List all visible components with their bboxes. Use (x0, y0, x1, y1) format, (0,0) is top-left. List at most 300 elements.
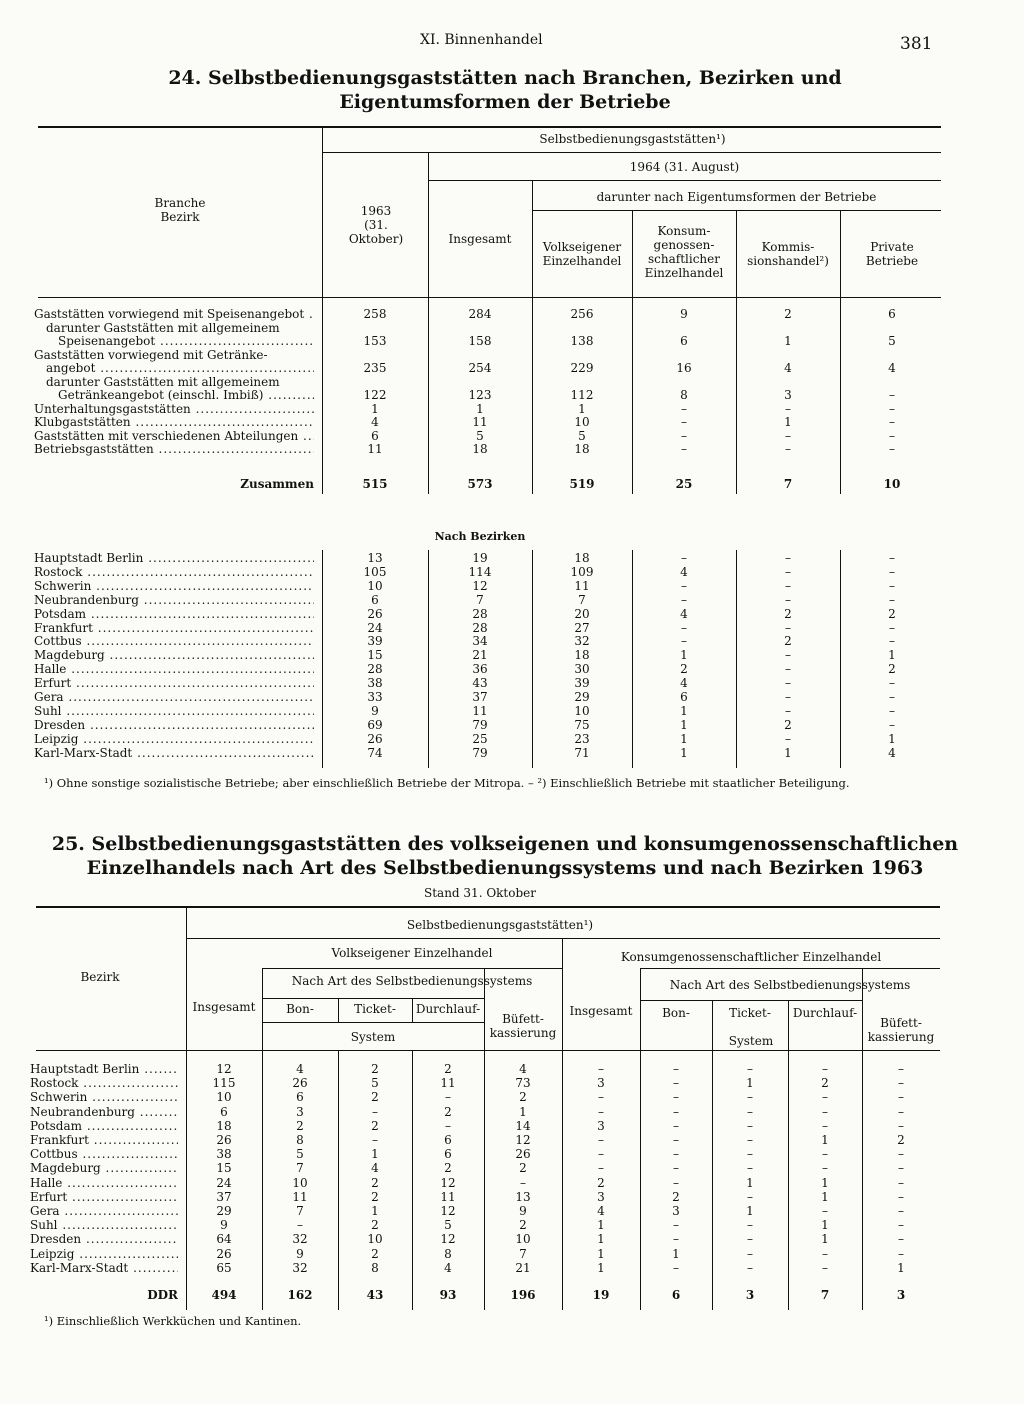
t24-head-volkseigener: Volkseigener Einzelhandel (542, 240, 622, 268)
table-cell: 9 (680, 307, 688, 321)
table-cell: – (889, 388, 895, 402)
row-label: Dresden ..... (34, 719, 314, 733)
table-cell: 7 (296, 1161, 304, 1176)
table-row (34, 677, 942, 691)
table-cell: – (889, 717, 895, 732)
table-cell: 1 (597, 1232, 605, 1247)
row-label: Hauptstadt Berlin ..... (34, 552, 314, 566)
table-cell: 34 (472, 634, 488, 649)
table-cell: 1 (680, 648, 688, 663)
total-cell: 25 (675, 477, 693, 491)
table-cell: 65 (216, 1260, 232, 1275)
table-cell: 18 (472, 442, 488, 456)
table-cell: – (372, 1133, 378, 1147)
table-cell: – (445, 1090, 451, 1105)
table-cell: – (785, 731, 791, 746)
table-cell: 3 (597, 1076, 605, 1091)
table-row (30, 1190, 942, 1204)
table-cell: – (889, 676, 895, 691)
total-cell: 573 (467, 477, 493, 491)
row-label: Magdeburg ..... (30, 1161, 178, 1175)
t25-rule-v-bon (262, 998, 484, 999)
table-cell: – (520, 1175, 526, 1190)
t25-head-k-durchlauf: Durchlauf- (792, 1006, 858, 1020)
t24-head-private: Private Betriebe (865, 240, 919, 268)
table-cell: 5 (578, 428, 586, 443)
table-cell: 2 (519, 1161, 527, 1176)
table-cell: 235 (363, 361, 387, 375)
t24-head-insgesamt: Insgesamt (448, 232, 512, 246)
t25-rule-v-nachart (262, 968, 562, 969)
table-cell: 10 (515, 1232, 531, 1247)
t24-nach-bezirken: Nach Bezirken (434, 530, 526, 543)
table-cell: 74 (367, 745, 383, 760)
t24-head-kommiss: Kommis- sionshandel²) (747, 240, 829, 268)
total-label: Zusammen (240, 477, 314, 491)
row-label: Gera ..... (34, 691, 314, 705)
table-cell: 4 (680, 676, 688, 691)
table-cell: – (598, 1147, 604, 1162)
table-cell: 123 (468, 388, 492, 402)
table-cell: 1 (746, 1204, 754, 1218)
table-cell: – (747, 1260, 753, 1275)
table-cell: 4 (371, 415, 379, 429)
table-cell: – (889, 620, 895, 635)
table-cell: 18 (574, 648, 590, 663)
table-row (30, 1218, 942, 1232)
table-cell: 9 (371, 703, 379, 718)
table-cell: 36 (472, 662, 488, 677)
table-row (34, 705, 942, 719)
table-cell: 3 (597, 1189, 605, 1204)
row-label: Rostock ..... (30, 1076, 178, 1090)
table-cell: 79 (472, 745, 488, 760)
row-label: Potsdam ..... (34, 608, 314, 622)
table-cell: 2 (371, 1118, 379, 1133)
table-cell: – (673, 1260, 679, 1275)
row-label: Gaststätten vorwiegend mit Getränke- (34, 348, 268, 362)
row-label: Schwerin ..... (34, 580, 314, 594)
total-cell: 93 (439, 1288, 457, 1302)
table-cell: 21 (515, 1260, 531, 1275)
table-cell: – (785, 703, 791, 718)
table-row (34, 566, 942, 580)
table-cell: 1 (821, 1218, 829, 1233)
table-cell: – (681, 551, 687, 565)
row-label: Neubrandenburg ..... (30, 1105, 178, 1119)
t25-rule-group (186, 938, 940, 939)
table-cell: 9 (220, 1218, 228, 1233)
table-cell: – (898, 1090, 904, 1105)
row-label: Suhl ..... (30, 1218, 178, 1232)
table-cell: – (898, 1204, 904, 1218)
table-cell: 29 (216, 1204, 232, 1218)
table-cell: 10 (574, 415, 590, 429)
total-cell: 43 (366, 1288, 384, 1302)
table-cell: 37 (216, 1189, 232, 1204)
table-cell: – (747, 1161, 753, 1176)
row-label: Cottbus ..... (34, 635, 314, 649)
table-cell: 105 (363, 564, 387, 579)
table-cell: 28 (367, 662, 383, 677)
row-label: Erfurt ..... (30, 1190, 178, 1204)
table-cell: 26 (216, 1246, 232, 1261)
total-label: DDR (147, 1288, 178, 1302)
table-cell: 2 (371, 1246, 379, 1261)
table-cell: 4 (888, 361, 896, 375)
table-cell: – (673, 1090, 679, 1105)
total-cell: 162 (287, 1288, 313, 1302)
table-row (30, 1090, 942, 1104)
table-cell: 109 (570, 564, 594, 579)
table-cell: 4 (519, 1062, 527, 1076)
table-row (34, 733, 942, 747)
table-row (34, 691, 942, 705)
table-cell: 3 (784, 388, 792, 402)
t25-body (30, 1062, 942, 1275)
t25-head-stub: Bezirk (80, 970, 120, 984)
t25-rule-v-system (262, 1022, 484, 1023)
table-cell: 24 (367, 620, 383, 635)
table-row (34, 608, 942, 622)
row-label: Schwerin ..... (30, 1090, 178, 1104)
table-row (30, 1147, 942, 1161)
table-cell: – (598, 1161, 604, 1176)
table-cell: 6 (444, 1133, 452, 1147)
table-cell: – (747, 1218, 753, 1233)
table-cell: – (822, 1062, 828, 1076)
total-cell: 7 (783, 477, 793, 491)
table-cell: – (673, 1104, 679, 1119)
table-cell: 2 (296, 1118, 304, 1133)
table-cell: 1 (680, 717, 688, 732)
table-cell: 153 (363, 334, 387, 348)
table-row (34, 389, 942, 403)
table-cell: 5 (476, 428, 484, 443)
table-cell: 2 (672, 1189, 680, 1204)
table-cell: – (785, 690, 791, 704)
t24-branchen-body (34, 308, 942, 457)
table-cell: – (681, 592, 687, 607)
table-cell: 4 (680, 564, 688, 579)
total-cell: 494 (211, 1288, 237, 1302)
table-cell: – (898, 1175, 904, 1190)
table-cell: 13 (367, 551, 383, 565)
t25-rule-k-bon (640, 1000, 862, 1001)
table-cell: 1 (371, 401, 379, 416)
t24-head-stub: Branche Bezirk (154, 196, 206, 224)
table-cell: 2 (371, 1062, 379, 1076)
table-cell: – (822, 1161, 828, 1176)
row-label: Rostock ..... (34, 566, 314, 580)
table-cell: 2 (444, 1161, 452, 1176)
row-label: Hauptstadt Berlin ..... (30, 1062, 178, 1076)
total-cell: 3 (896, 1288, 906, 1302)
table-cell: 43 (472, 676, 488, 691)
t24-head-konsum: Konsum- genossen- schaftlicher Einzelhandel (644, 224, 724, 280)
table-cell: 4 (444, 1260, 452, 1275)
total-cell: 515 (362, 477, 388, 491)
table-row (34, 322, 942, 336)
table-row (34, 635, 942, 649)
table-cell: 1 (821, 1175, 829, 1190)
table-cell: – (785, 428, 791, 443)
t24-head-group: Selbstbedienungsgaststätten¹) (539, 132, 726, 146)
total-cell: 3 (745, 1288, 755, 1302)
table-cell: 39 (367, 634, 383, 649)
table-cell: 115 (212, 1076, 236, 1091)
table-cell: – (673, 1232, 679, 1247)
t24-head-1964: 1964 (31. August) (629, 160, 740, 174)
t25-head-k-nachart: Nach Art des Selbstbedienungssystems (669, 978, 911, 992)
table-cell: 2 (897, 1133, 905, 1147)
table-row (30, 1133, 942, 1147)
row-label: Neubrandenburg ..... (34, 594, 314, 608)
table-cell: – (598, 1104, 604, 1119)
table-cell: 1 (476, 401, 484, 416)
table-cell: 12 (515, 1133, 531, 1147)
table-cell: – (898, 1104, 904, 1119)
table24-title-line1: 24. Selbstbedienungsgaststätten nach Branchen, Bezirken und (168, 67, 842, 89)
t24-rule-1964 (428, 180, 941, 181)
table-cell: 1 (897, 1260, 905, 1275)
table-cell: – (785, 676, 791, 691)
total-cell: 6 (671, 1288, 681, 1302)
table-cell: 1 (888, 648, 896, 663)
t25-head-v-durchlauf: Durchlauf- (415, 1002, 481, 1016)
row-label: Leipzig ..... (30, 1247, 178, 1261)
table-cell: – (785, 620, 791, 635)
page-number: 381 (900, 34, 933, 54)
table-cell: 6 (296, 1090, 304, 1105)
table-cell: 15 (216, 1161, 232, 1176)
table-cell: 1 (578, 401, 586, 416)
table-cell: 30 (574, 662, 590, 677)
t25-top-rule (36, 906, 940, 908)
table-cell: 1 (746, 1175, 754, 1190)
table-cell: 6 (680, 334, 688, 348)
table-cell: – (673, 1161, 679, 1176)
table-cell: 11 (472, 703, 488, 718)
table-cell: – (822, 1118, 828, 1133)
table-cell: 4 (597, 1204, 605, 1218)
table-cell: 26 (515, 1147, 531, 1162)
table-row (34, 403, 942, 417)
table-cell: – (747, 1090, 753, 1105)
table-row (34, 580, 942, 594)
table-row (30, 1204, 942, 1218)
table-cell: 1 (371, 1147, 379, 1162)
table-row (34, 349, 942, 363)
table-cell: 69 (367, 717, 383, 732)
table-cell: – (785, 442, 791, 456)
table-cell: 11 (440, 1189, 456, 1204)
row-label: Suhl ..... (34, 705, 314, 719)
table-cell: 21 (472, 648, 488, 663)
table-cell: 6 (680, 690, 688, 704)
table-cell: – (681, 620, 687, 635)
table-cell: – (889, 690, 895, 704)
table-cell: 33 (367, 690, 383, 704)
table-cell: – (822, 1090, 828, 1105)
table-cell: 1 (519, 1104, 527, 1119)
row-label: darunter Gaststätten mit allgemeinem (46, 375, 280, 389)
table-cell: – (889, 442, 895, 456)
table-cell: 12 (440, 1175, 456, 1190)
row-label: Gaststätten mit verschiedenen Abteilungen ..... (34, 430, 314, 444)
total-cell: 196 (510, 1288, 536, 1302)
table-cell: 12 (440, 1232, 456, 1247)
table-cell: 37 (472, 690, 488, 704)
table-cell: 1 (680, 703, 688, 718)
t25-head-konsum: Konsumgenossenschaftlicher Einzelhandel (620, 950, 882, 964)
table-row (30, 1176, 942, 1190)
table-cell: – (747, 1232, 753, 1247)
row-label: Leipzig ..... (34, 733, 314, 747)
table-cell: 6 (888, 307, 896, 321)
t25-stand: Stand 31. Oktober (424, 886, 536, 900)
table-cell: 1 (680, 745, 688, 760)
table-cell: – (889, 564, 895, 579)
table-cell: 38 (367, 676, 383, 691)
section-header: XI. Binnenhandel (420, 32, 543, 48)
table-row (34, 719, 942, 733)
t25-header-bottom-rule (36, 1050, 940, 1051)
t24-top-rule (38, 126, 941, 128)
t25-head-v-insgesamt: Insgesamt (192, 1000, 256, 1014)
table-cell: 10 (292, 1175, 308, 1190)
table-cell: – (445, 1118, 451, 1133)
table-row (30, 1261, 942, 1275)
table-row (30, 1076, 942, 1090)
table-row (30, 1119, 942, 1133)
table-cell: – (889, 703, 895, 718)
t25-ddr-row (30, 1288, 942, 1302)
table25-title-line2: Einzelhandels nach Art des Selbstbedienungssystems und nach Bezirken 1963 (86, 857, 924, 879)
table-cell: – (598, 1133, 604, 1147)
table-cell: – (898, 1161, 904, 1176)
table-cell: 2 (444, 1062, 452, 1076)
row-label: Frankfurt ..... (34, 622, 314, 636)
table-cell: – (673, 1133, 679, 1147)
table-cell: 39 (574, 676, 590, 691)
table-cell: 27 (574, 620, 590, 635)
row-label: Halle ..... (30, 1176, 178, 1190)
table-cell: 2 (784, 606, 792, 621)
table-cell: 1 (821, 1189, 829, 1204)
table-cell: 256 (570, 307, 594, 321)
table-cell: – (889, 401, 895, 416)
table-cell: 32 (574, 634, 590, 649)
table-cell: – (822, 1147, 828, 1162)
table-cell: 19 (472, 551, 488, 565)
table-cell: 2 (371, 1189, 379, 1204)
table-cell: – (681, 578, 687, 593)
t25-head-k-ticket: Ticket- (729, 1006, 771, 1020)
t25-head-v-ticket: Ticket- (354, 1002, 396, 1016)
table-cell: 20 (574, 606, 590, 621)
table-cell: 1 (888, 731, 896, 746)
table-cell: – (747, 1104, 753, 1119)
total-row (30, 1288, 942, 1302)
t25-head-k-buefett: Büfett- kassierung (867, 1016, 935, 1044)
table-cell: – (822, 1104, 828, 1119)
table-cell: – (785, 578, 791, 593)
table-cell: 2 (888, 662, 896, 677)
table-cell: 16 (676, 361, 692, 375)
table-cell: 14 (515, 1118, 531, 1133)
total-cell: 519 (569, 477, 595, 491)
table-cell: 122 (363, 388, 387, 402)
total-cell: 19 (592, 1288, 610, 1302)
table-cell: 2 (821, 1076, 829, 1091)
table-cell: 5 (296, 1147, 304, 1162)
table-cell: 11 (440, 1076, 456, 1091)
table-cell: – (681, 401, 687, 416)
table-cell: 79 (472, 717, 488, 732)
table-row (30, 1232, 942, 1246)
row-label: Gaststätten vorwiegend mit Speisenangebot ..... (34, 308, 314, 322)
table-cell: 1 (672, 1246, 680, 1261)
table-cell: 1 (746, 1076, 754, 1091)
t24-footnote: ¹) Ohne sonstige sozialistische Betriebe; aber einschließlich Betriebe der Mitropa. – ²) Einschließlich Betriebe mit staatlicher Beteiligung. (44, 776, 850, 790)
table-cell: 229 (570, 361, 594, 375)
table-cell: 1 (821, 1232, 829, 1247)
t25-head-v-buefett: Büfett- kassierung (489, 1012, 557, 1040)
table-cell: 4 (371, 1161, 379, 1176)
table-cell: – (372, 1104, 378, 1119)
total-cell: 7 (820, 1288, 830, 1302)
table-cell: – (898, 1232, 904, 1247)
table-cell: 138 (570, 334, 594, 348)
table-cell: 5 (444, 1218, 452, 1233)
table-cell: 2 (371, 1090, 379, 1105)
table-cell: 25 (472, 731, 488, 746)
table-cell: 23 (574, 731, 590, 746)
table-cell: 1 (597, 1246, 605, 1261)
table-row (34, 443, 942, 457)
row-label: Magdeburg ..... (34, 649, 314, 663)
t25-head-k-insgesamt: Insgesamt (569, 1004, 633, 1018)
table-cell: – (747, 1133, 753, 1147)
table-cell: 258 (363, 307, 387, 321)
row-label: Unterhaltungsgaststätten ..... (34, 403, 314, 417)
row-label: angebot ..... (46, 362, 314, 376)
t25-head-k-bon: Bon- (662, 1006, 690, 1020)
table-cell: 71 (574, 745, 590, 760)
table-cell: – (747, 1246, 753, 1261)
table-cell: 32 (292, 1260, 308, 1275)
row-label: Klubgaststätten ..... (34, 416, 314, 430)
table-cell: – (889, 415, 895, 429)
table-cell: – (889, 428, 895, 443)
table-cell: 4 (888, 745, 896, 760)
table-cell: 75 (574, 717, 590, 732)
table-cell: 4 (680, 606, 688, 621)
table-cell: – (747, 1118, 753, 1133)
row-label: Karl-Marx-Stadt ..... (34, 747, 314, 761)
table-cell: – (785, 592, 791, 607)
table-cell: 4 (296, 1062, 304, 1076)
total-cell: 10 (883, 477, 901, 491)
table-cell: – (898, 1076, 904, 1091)
table-row (34, 308, 942, 322)
table-cell: – (673, 1118, 679, 1133)
table-cell: 10 (574, 703, 590, 718)
table-cell: 18 (574, 442, 590, 456)
table-cell: – (898, 1189, 904, 1204)
table-cell: – (673, 1062, 679, 1076)
